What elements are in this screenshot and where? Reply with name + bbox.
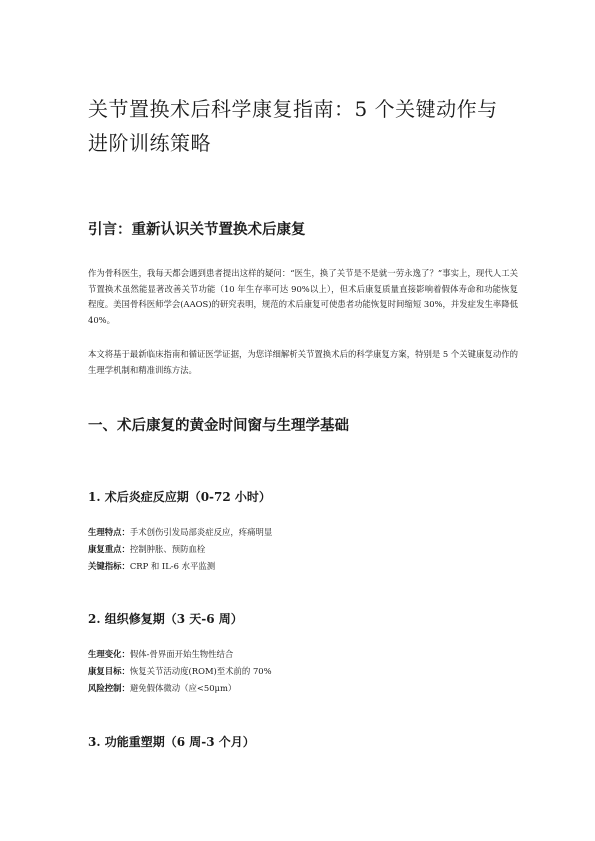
- phase-3-title: 3. 功能重塑期（6 周-3 个月）: [88, 735, 255, 749]
- phase-1-item-value: 手术创伤引发局部炎症反应，疼痛明显: [129, 527, 273, 537]
- intro-heading: 引言：重新认识关节置换术后康复: [88, 221, 306, 238]
- phase-1-item-value: CRP 和 IL-6 水平监测: [129, 561, 216, 571]
- phase-1-item: [88, 542, 518, 557]
- phase-2-item: [88, 664, 518, 679]
- phase-2-item-key: 生理变化：: [88, 649, 130, 659]
- phase-2-title: 2. 组织修复期（3 天-6 周）: [88, 612, 243, 626]
- phase-2-item-value: 假体-骨界面开始生物性结合: [129, 649, 234, 659]
- phase-2-item: [88, 681, 518, 696]
- phase-2-item: [88, 647, 518, 662]
- phase-1-item-key: 康复重点：: [88, 544, 130, 554]
- intro-paragraph-2: 本文将基于最新临床指南和循证医学证据，为您详细解析关节置换术后的科学康复方案，特别是 5 个关键康复动作的生理学机制和精准训练方法。: [88, 349, 518, 375]
- phase-1-item-key: 关键指标：: [88, 561, 130, 571]
- phase-2-item-key: 康复目标：: [88, 666, 130, 676]
- document-title: 关节置换术后科学康复指南：5 个关键动作与进阶训练策略: [88, 97, 498, 155]
- phase-1-item-key: 生理特点：: [88, 527, 130, 537]
- section-1-heading: 一、术后康复的黄金时间窗与生理学基础: [88, 417, 349, 434]
- phase-2-item-value: 恢复关节活动度(ROM)至术前的 70%: [129, 666, 272, 676]
- phase-2-item-value: 避免假体微动（应<50μm）: [129, 683, 237, 693]
- phase-1-item: [88, 525, 518, 540]
- phase-1-item: [88, 559, 518, 574]
- intro-paragraph-1: 作为骨科医生，我每天都会遇到患者提出这样的疑问：“医生，换了关节是不是就一劳永逸了？”事实上，现代人工关节置换术虽然能显著改善关节功能（10 年生存率可达 90%以上），但术后康复质量直接影响着假体寿命和功能恢复程度。美国骨科医师学会(AAOS)的研究表明，规范的术后康复可使患者功能恢复时间缩短 30%，并发症发生率降低 40%。: [88, 268, 518, 325]
- phase-1-item-value: 控制肿胀、预防血栓: [129, 544, 206, 554]
- phase-2-item-key: 风险控制：: [88, 683, 130, 693]
- phase-1-title: 1. 术后炎症反应期（0-72 小时）: [88, 490, 271, 504]
